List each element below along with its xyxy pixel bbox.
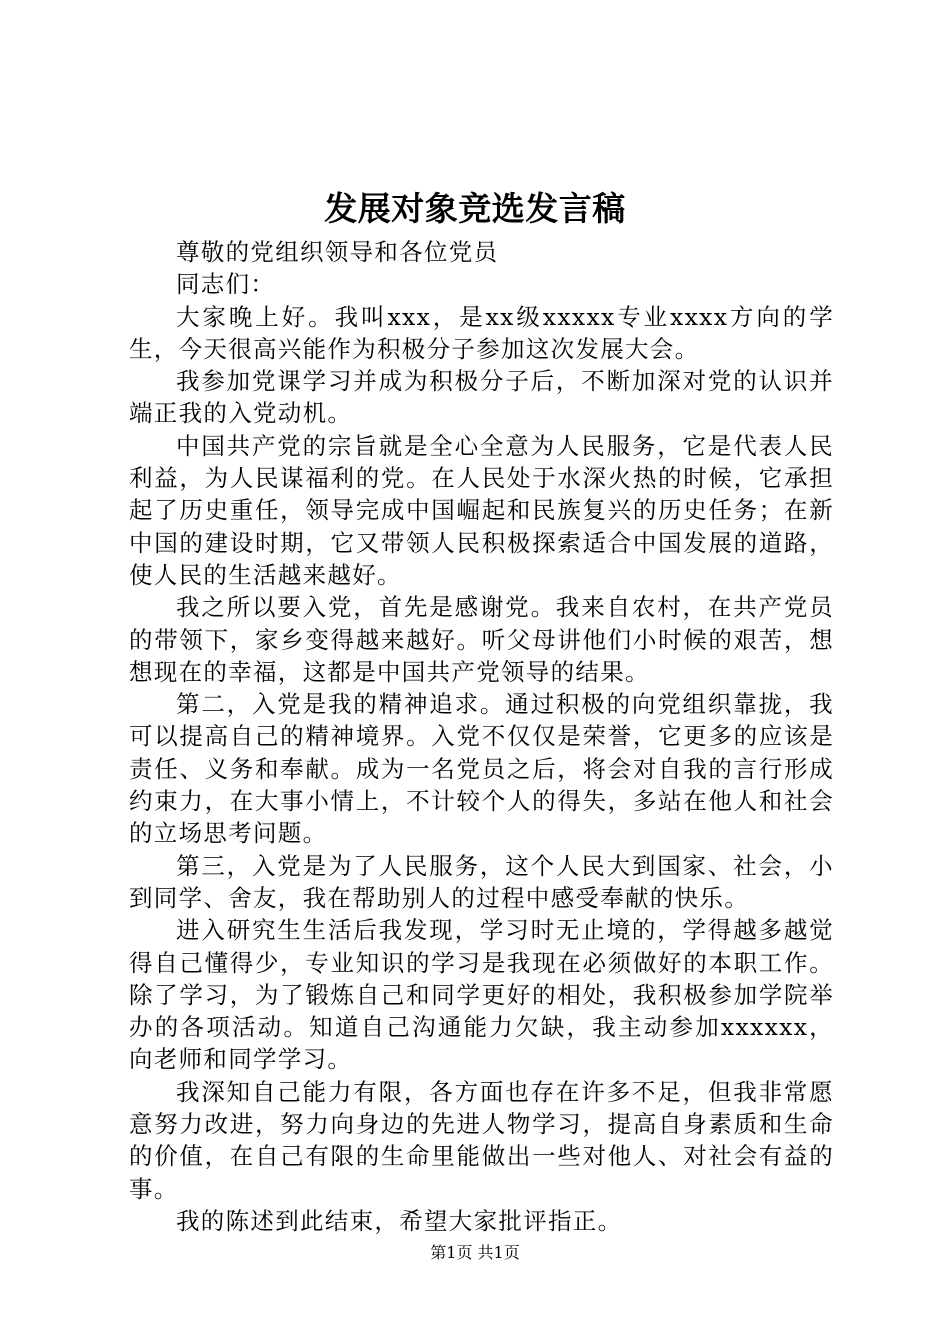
- body-paragraph: 我深知自己能力有限，各方面也存在许多不足，但我非常愿意努力改进，努力向身边的先进人物学习，提高自身素质和生命的价值，在自己有限的生命里能做出一些对他人、对社会有益的事。: [129, 1077, 834, 1203]
- body-paragraph: 我之所以要入党，首先是感谢党。我来自农村，在共产党员的带领下，家乡变得越来越好。听父母讲他们小时候的艰苦，想想现在的幸福，这都是中国共产党领导的结果。: [129, 593, 834, 686]
- document-body: [129, 236, 834, 1237]
- body-paragraph: 大家晚上好。我叫xxx，是xx级xxxxx专业xxxx方向的学生，今天很高兴能作为积极分子参加这次发展大会。: [129, 302, 834, 363]
- closing-paragraph: 我的陈述到此结束，希望大家批评指正。: [176, 1206, 623, 1235]
- body-paragraph: 我参加党课学习并成为积极分子后，不断加深对党的认识并端正我的入党动机。: [129, 367, 834, 428]
- body-paragraph: 第二，入党是我的精神追求。通过积极的向党组织靠拢，我可以提高自己的精神境界。入党不仅仅是荣誉，它更多的应该是责任、义务和奉献。成为一名党员之后，将会对自我的言行形成约束力，在大事小情上，不计较个人的得失，多站在他人和社会的立场思考问题。: [129, 690, 834, 848]
- body-paragraph: 进入研究生生活后我发现，学习时无止境的，学得越多越觉得自己懂得少，专业知识的学习是我现在必须做好的本职工作。除了学习，为了锻炼自己和同学更好的相处，我积极参加学院举办的各项活动。知道自己沟通能力欠缺，我主动参加xxxxxx，向老师和同学学习。: [129, 916, 834, 1074]
- greeting-paragraph: 同志们：: [176, 270, 276, 299]
- salutation-paragraph: 尊敬的党组织领导和各位党员: [176, 238, 499, 266]
- body-paragraph: 第三，入党是为了人民服务，这个人民大到国家、社会，小到同学、舍友，我在帮助别人的过程中感受奉献的快乐。: [129, 851, 834, 912]
- body-paragraph: 中国共产党的宗旨就是全心全意为人民服务，它是代表人民利益，为人民谋福利的党。在人民处于水深火热的时候，它承担起了历史重任，领导完成中国崛起和民族复兴的历史任务；在新中国的建设时期，它又带领人民积极探索适合中国发展的道路，使人民的生活越来越好。: [129, 431, 834, 589]
- document-title: 发展对象竞选发言稿: [324, 189, 626, 228]
- page-number-footer: 第1页 共1页: [430, 1243, 520, 1262]
